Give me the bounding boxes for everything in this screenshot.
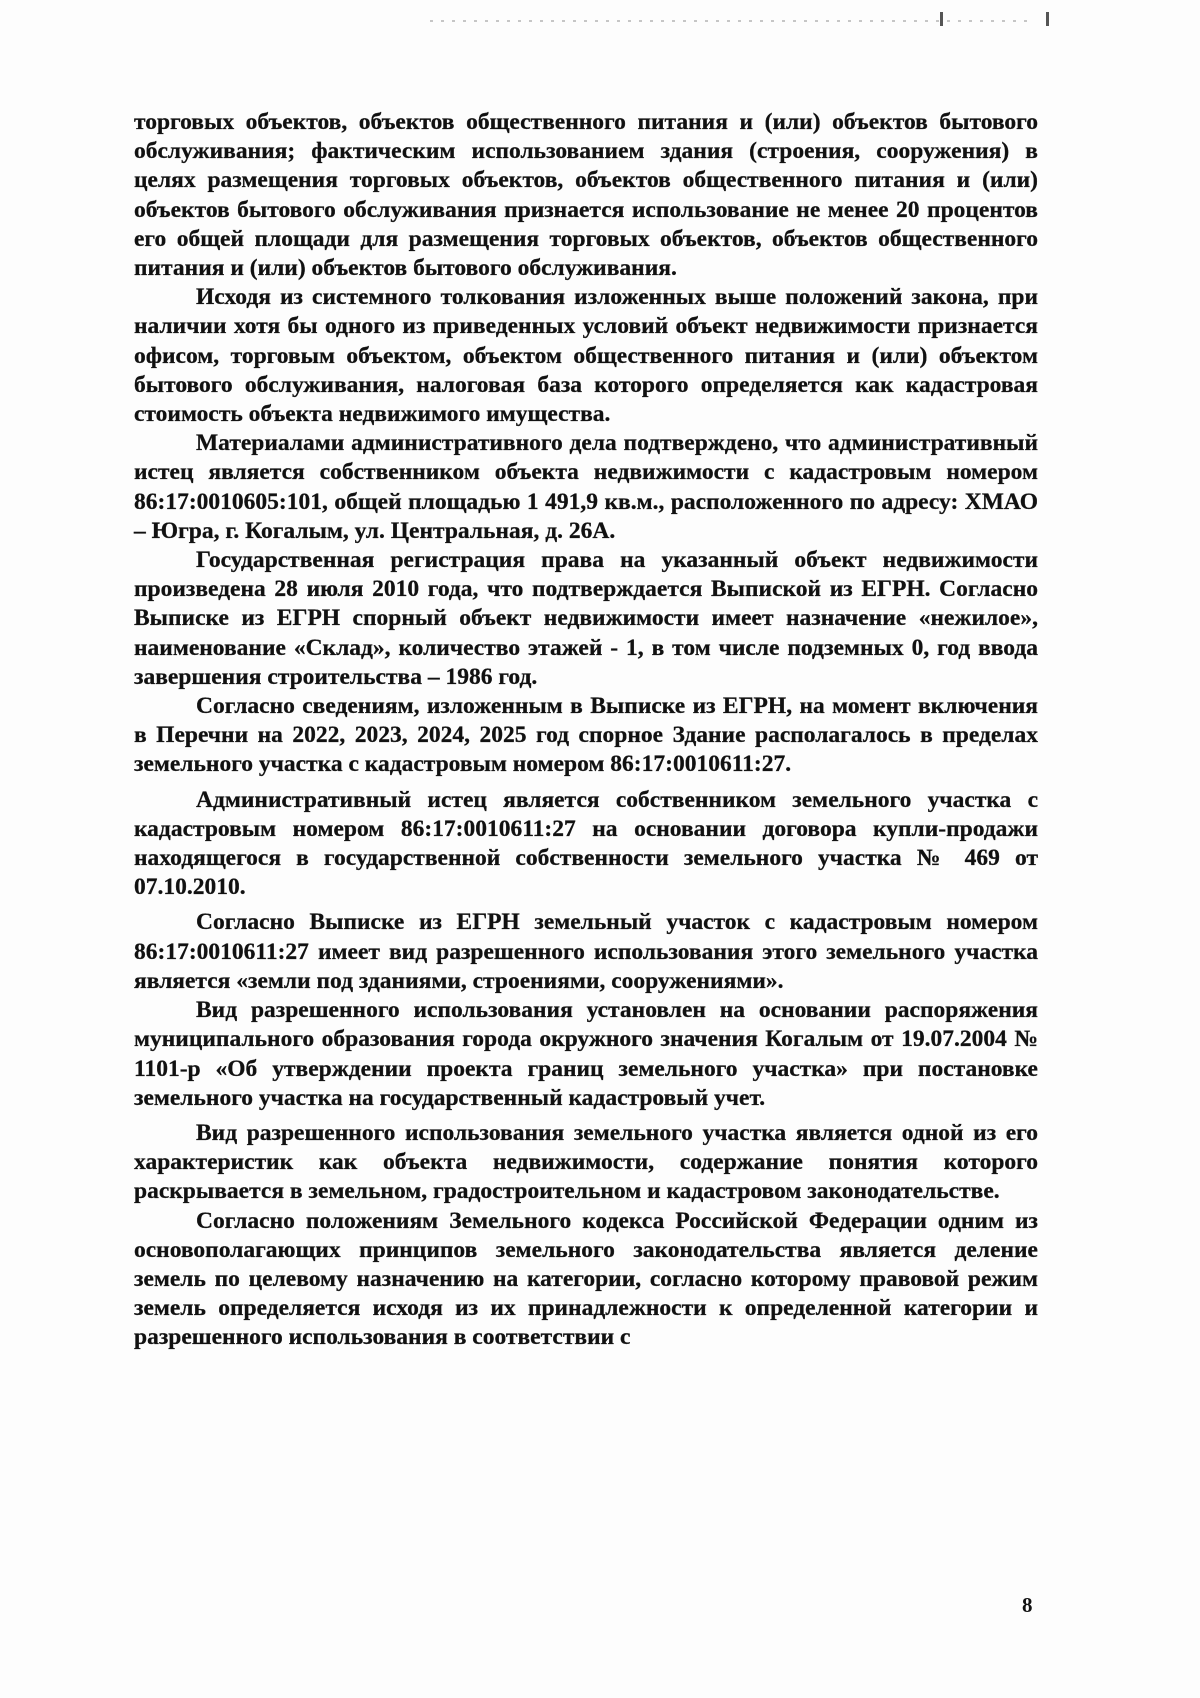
- paragraph: Согласно положениям Земельного кодекса Российской Федерации одним из основополагающих принципов земельного законодательства является деление земель по целевому назначению на категории, согласно которому правовой режим земель определяется исходя из их принадлежности к определенной категории и разрешенного использования в соответствии с: [134, 1207, 1038, 1351]
- paragraph: Государственная регистрация права на указанный объект недвижимости произведена 28 июля 2010 года, что подтверждается Выпиской из ЕГРН. Согласно Выписке из ЕГРН спорный объект недвижимости имеет назначение «нежилое», наименование «Склад», количество этажей - 1, в том числе подземных 0, год ввода завершения строительства – 1986 год.: [134, 547, 1038, 690]
- paragraph: Материалами административного дела подтверждено, что административный истец является собственником объекта недвижимости с кадастровым номером 86:17:0010605:101, общей площадью 1 491,9 кв.м., расположенного по адресу: ХМАО – Югра, г. Когалым, ул. Центральная, д. 26А.: [134, 430, 1038, 544]
- paragraph: Согласно сведениям, изложенным в Выписке из ЕГРН, на момент включения в Перечни на 2022, 2023, 2024, 2025 год спорное Здание располагалось в пределах земельного участка с кадастровым номером 86:17:0010611:27.: [134, 693, 1038, 778]
- paragraph: Административный истец является собственником земельного участка с кадастровым номером 86:17:0010611:27 на основании договора купли-продажи находящегося в государственной собственности земельного участка № 469 от 07.10.2010.: [134, 786, 1038, 901]
- page-number: 8: [1022, 1593, 1033, 1617]
- paragraph: Вид разрешенного использования установлен на основании распоряжения муниципального образования города окружного значения Когалым от 19.07.2004 № 1101-р «Об утверждении проекта границ земельного участка» при постановке земельного участка на государственный кадастровый учет.: [134, 997, 1038, 1111]
- paragraph: торговых объектов, объектов общественного питания и (или) объектов бытового обслуживания; фактическим использованием здания (строения, сооружения) в целях размещения торговых объектов, объектов общественного питания и (или) объектов бытового обслуживания признается использование не менее 20 процентов его общей площади для размещения торговых объектов, объектов общественного питания и (или) объектов бытового обслуживания.: [134, 109, 1038, 282]
- paragraph: Согласно Выписке из ЕГРН земельный участок с кадастровым номером 86:17:0010611:27 имеет вид разрешенного использования этого земельного участка является «земли под зданиями, строениями, сооружениями».: [134, 909, 1038, 994]
- paragraph: Вид разрешенного использования земельного участка является одной из его характеристик как объекта недвижимости, содержание понятия которого раскрывается в земельном, градостроительном и кадастровом законодательстве.: [134, 1119, 1038, 1205]
- scan-artifact-mark: [1046, 12, 1049, 26]
- paragraph: Исходя из системного толкования изложенных выше положений закона, при наличии хотя бы одного из приведенных условий объект недвижимости признается офисом, торговым объектом, объектом общественного питания и (или) объектом бытового обслуживания, налоговая база которого определяется как кадастровая стоимость объекта недвижимого имущества.: [134, 284, 1038, 428]
- document-body: [134, 108, 1038, 1353]
- scan-artifact-mark: [940, 12, 943, 26]
